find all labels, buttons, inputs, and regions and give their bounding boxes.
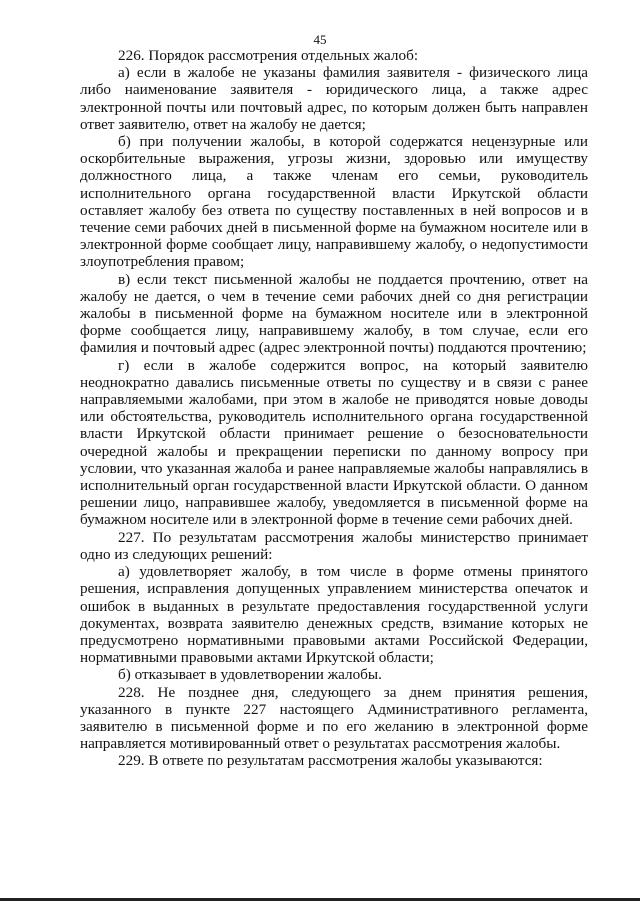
paragraph-227: 227. По результатам рассмотрения жалобы министерство принимает одно из следующих решений:	[80, 528, 588, 563]
paragraph-227-a: а) удовлетворяет жалобу, в том числе в форме отмены принятого решения, исправления допущенных управлением министерства опечаток и ошибок в выданных в результате предоставления государственной услуги документах, возврата заявителю денежных средств, взимание которых не предусмотрено нормативными правовыми актами Российской Федерации, нормативными правовыми актами Иркутской области;	[80, 563, 588, 667]
paragraph-226: 226. Порядок рассмотрения отдельных жалоб:	[118, 47, 419, 64]
paragraph-226-g: г) если в жалобе содержится вопрос, на который заявителю неоднократно давались письменные ответы по существу и в связи с ранее направляемыми жалобами, при этом в жалобе не приводятся новые доводы или обстоятельства, руководитель исполнительного органа государственной власти Иркутской области принимает решение о безосновательности очередной жалобы и прекращении переписки по данному вопросу при условии, что указанная жалоба и ранее направляемые жалобы направлялись в исполнительный орган государственной власти Иркутской области. О данном решении лицо, направившее жалобу, уведомляется в письменной форме на бумажном носителе или в электронной форме в течение семи рабочих дней.	[80, 356, 588, 529]
page-number: 45	[313, 32, 327, 47]
paragraph-226-b: б) при получении жалобы, в которой содержатся нецензурные или оскорбительные выражения, угрозы жизни, здоровью или имуществу должностного лица, а также членам его семьи, руководитель исполнительного органа государственной власти Иркутской области оставляет жалобу без ответа по существу поставленных в ней вопросов и в течение семи рабочих дней в письменной форме на бумажном носителе или в электронной форме сообщает лицу, направившему жалобу, о недопустимости злоупотребления правом;	[80, 133, 588, 271]
paragraph-228: 228. Не позднее дня, следующего за днем принятия решения, указанного в пункте 227 настоящего Административного регламента, заявителю в письменной форме и по его желанию в электронной форме направляется мотивированный ответ о результатах рассмотрения жалобы.	[80, 683, 588, 753]
document-body	[80, 47, 588, 770]
paragraph-226-a: а) если в жалобе не указаны фамилия заявителя - физического лица либо наименование заявителя - юридического лица, а также адрес электронной почты или почтовый адрес, по которым должен быть направлен ответ заявителю, ответ на жалобу не дается;	[80, 64, 588, 133]
paragraph-226-v: в) если текст письменной жалобы не поддается прочтению, ответ на жалобу не дается, о чем в течение семи рабочих дней со дня регистрации жалобы в письменной форме на бумажном носителе или в электронной форме сообщается лицу, направившему жалобу, в том случае, если его фамилия и почтовый адрес (адрес электронной почты) поддаются прочтению;	[80, 270, 588, 357]
scan-edge-line	[0, 898, 640, 901]
paragraph-227-b: б) отказывает в удовлетворении жалобы.	[118, 666, 382, 684]
paragraph-229: 229. В ответе по результатам рассмотрения жалобы указываются:	[118, 752, 543, 770]
